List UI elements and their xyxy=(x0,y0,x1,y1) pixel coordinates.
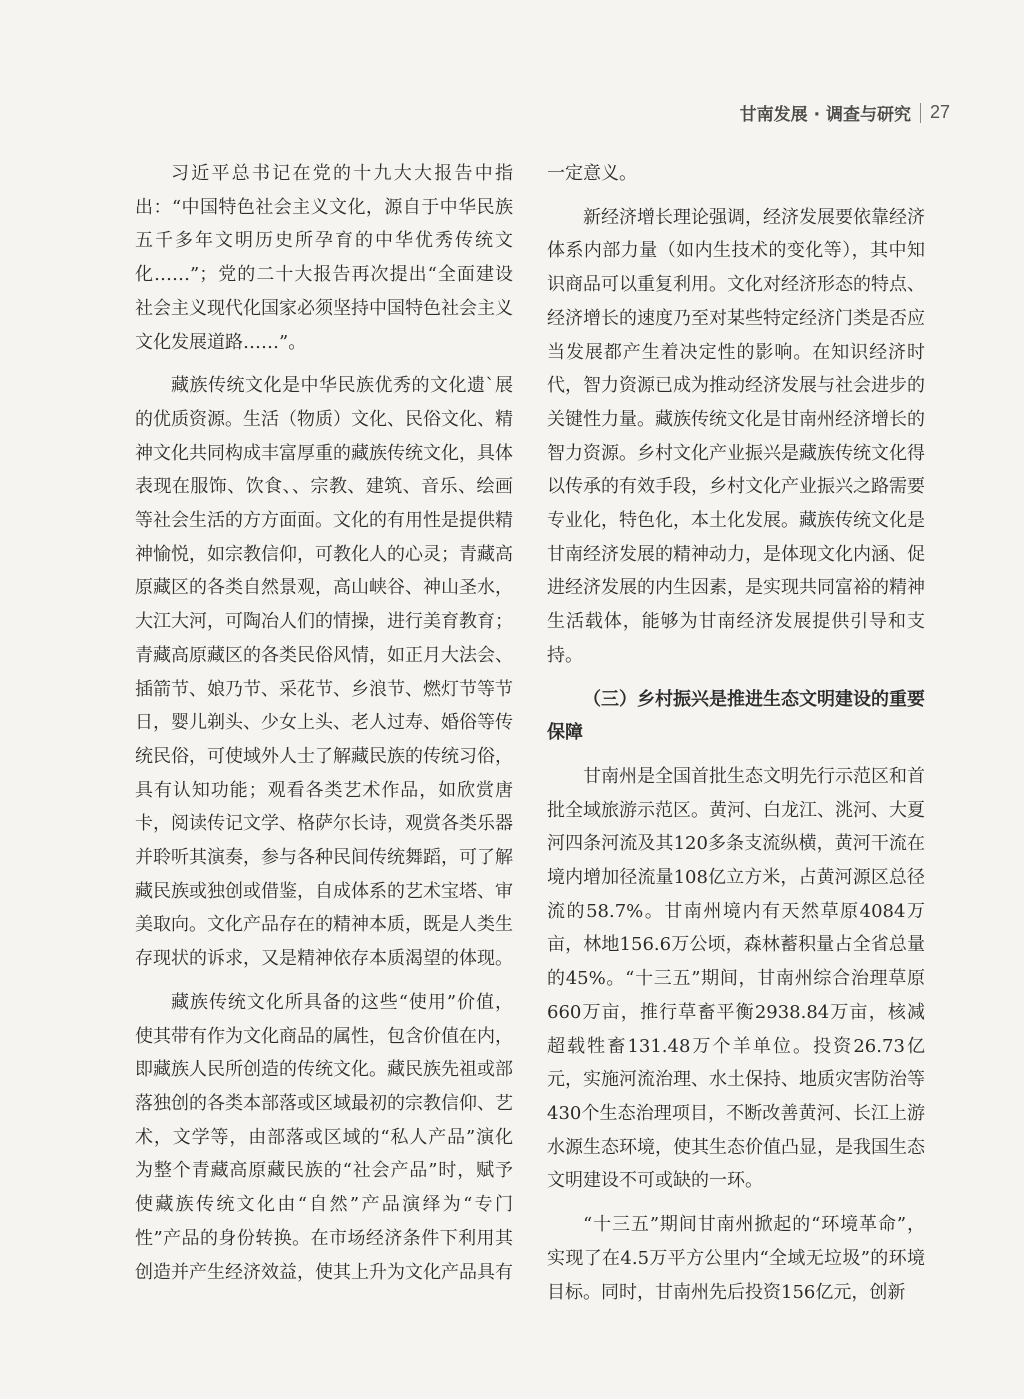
paragraph-environment-revolution: “十三五”期间甘南州掀起的“环境革命”，实现了在4.5万平方公里内“全域无垃圾”的环境目标。同时，甘南州先后投资156亿元，创新 xyxy=(547,1214,925,1303)
journal-section-title: 甘南发展 · 调查与研究 xyxy=(739,105,911,125)
paragraph-new-growth-theory: 新经济增长理论强调，经济发展要依靠经济体系内部力量（如内生技术的变化等），其中知识商品可以重复利用。文化对经济形态的特点、经济增长的速度乃至对某些特定经济门类是否应当发展都产生着决定性的影响。在知识经济时代，智力资源已成为推动经济发展与社会进步的关键性力量。藏族传统文化是甘南州经济增长的智力资源。乡村文化产业振兴是藏族传统文化得以传承的有效手段，乡村文化产业振兴之路需要专业化，特色化，本土化发展。藏族传统文化是甘南经济发展的精神动力，是体现文化内涵、促进经济发展的内生因素，是实现共同富裕的精神生活载体，能够为甘南经济发展提供引导和支持。 xyxy=(547,206,925,666)
paragraph-continuation: 一定意义。 xyxy=(547,163,637,184)
paragraph-party-report-quote: 习近平总书记在党的十九大大报告中指出：“中国特色社会主义文化，源自于中华民族五千多年文明历史所孕育的中华优秀传统文化……”；党的二十大报告再次提出“全面建设社会主义现代化国家必须坚持中国特色社会主义文化发展道路……”。 xyxy=(135,163,513,353)
section-heading-ecological: （三）乡村振兴是推进生态文明建设的重要保障 xyxy=(547,688,925,744)
paragraph-cultural-commodity-value: 藏族传统文化所具备的这些“使用”价值，使其带有作为文化商品的属性，包含价值在内，即藏族人民所创造的传统文化。藏民族先祖或部落独创的各类本部落或区域最初的宗教信仰、艺术，文学等，由部落或区域的“私人产品”演化为整个青藏高原藏民族的“社会产品”时，赋予使藏族传统文化由“自然”产品演绎为“专门性”产品的身份转换。在市场经济条件下利用其创造并产生经济效益，使其上升为文化产品具有 xyxy=(135,991,513,1283)
paragraph-tibetan-culture-resources: 藏族传统文化是中华民族优秀的文化遗`展的优质资源。生活（物质）文化、民俗文化、精神文化共同构成丰富厚重的藏族传统文化，具体表现在服饰、饮食、、宗教、建筑、音乐、绘画等社会生活的方方面面。文化的有用性是提供精神愉悦，如宗教信仰，可教化人的心灵；青藏高原藏区的各类自然景观，高山峡谷、神山圣水，大江大河，可陶冶人们的情操，进行美育教育；青藏高原藏区的各类民俗风情，如正月大法会、插箭节、娘乃节、采花节、乡浪节、燃灯节等节日，婴儿剃头、少女上头、老人过寿、婚俗等传统民俗，可使域外人士了解藏民族的传统习俗，具有认知功能；观看各类艺术作品，如欣赏唐卡，阅读传记文学、格萨尔长诗，观赏各类乐器并聆听其演奏，参与各种民间传统舞蹈，可了解藏民族或独创或借鉴，自成体系的艺术宝塔、审美取向。文化产品存在的精神本质，既是人类生存现状的诉求，又是精神依存本质渴望的体现。 xyxy=(135,375,513,970)
header-divider xyxy=(920,103,921,123)
right-column xyxy=(547,157,925,1319)
running-header xyxy=(740,100,950,125)
left-column xyxy=(135,157,513,1299)
paragraph-gannan-ecology: 甘南州是全国首批生态文明先行示范区和首批全域旅游示范区。黄河、白龙江、洮河、大夏河四条河流及其120多条支流纵横，黄河干流在境内增加径流量108亿立方米，占黄河源区总径流的58.7%。甘南州境内有天然草原4084万亩，林地156.6万公顷，森林蓄积量占全省总量的45%。“十三五”期间，甘南州综合治理草原660万亩，推行草畜平衡2938.84万亩，核减超载牲畜131.48万个羊单位。投资26.73亿元，实施河流治理、水土保持、地质灾害防治等430个生态治理项目，不断改善黄河、长江上游水源生态环境，使其生态价值凸显，是我国生态文明建设不可或缺的一环。 xyxy=(547,765,925,1192)
page-number: 27 xyxy=(929,102,950,122)
